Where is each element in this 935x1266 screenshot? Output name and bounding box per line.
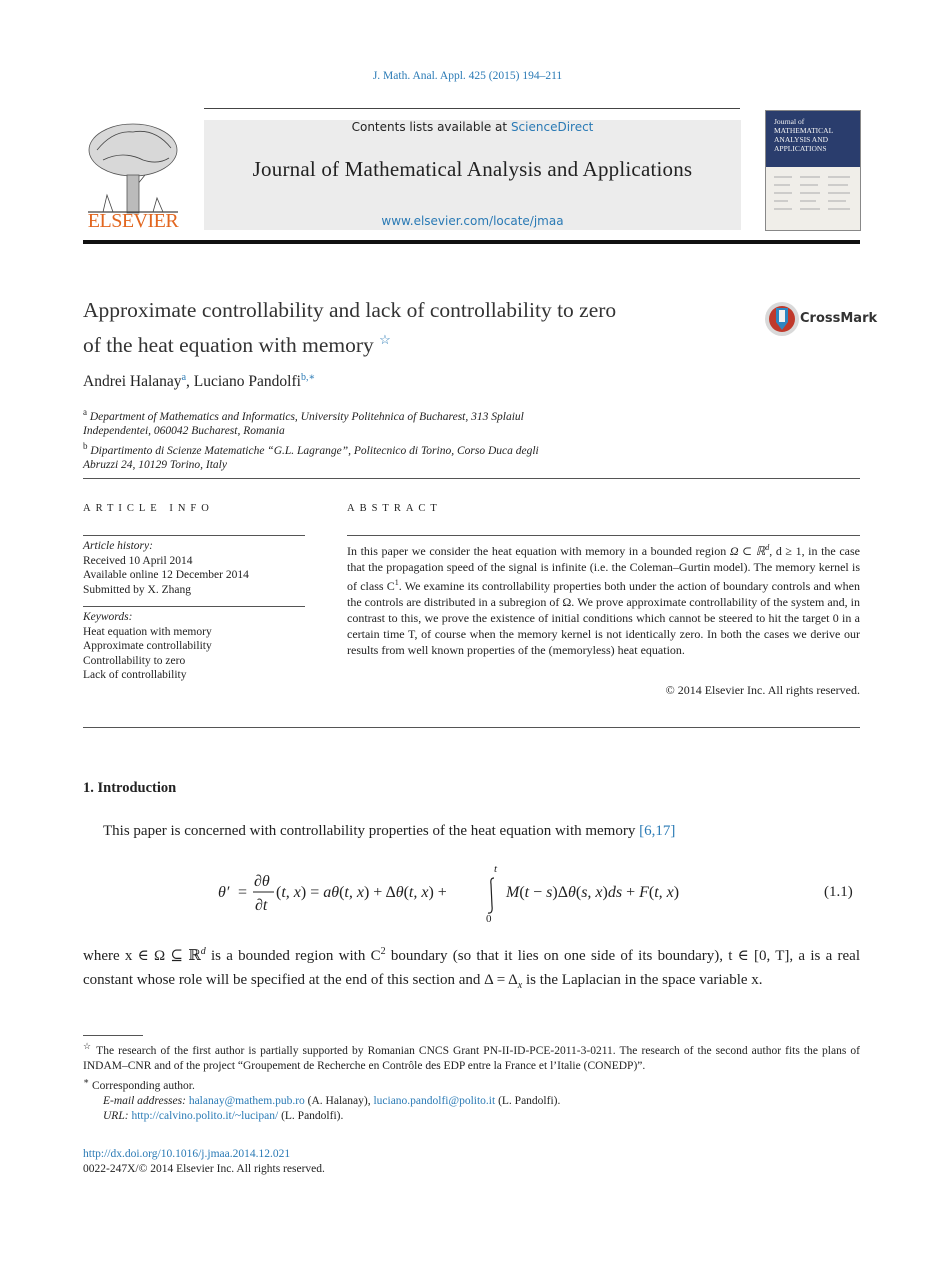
abstract-fragment: In this paper we consider the heat equation with memory in a bounded region (347, 544, 727, 558)
abstract-heading: ABSTRACT (347, 503, 442, 514)
issn-line: 0022-247X/© 2014 Elsevier Inc. All rights reserved. (83, 1163, 325, 1175)
header-top-rule (204, 108, 740, 109)
footnote-corr-mark: ∗ (83, 1075, 90, 1086)
email-owner: (L. Pandolfi). (495, 1094, 561, 1107)
abstract-fragment: Ω ⊂ ℝ (729, 544, 766, 558)
title-line-2: of the heat equation with memory (83, 333, 374, 358)
abstract-fragment: d (765, 543, 770, 552)
svg-text:(t, x) = aθ(t, x) + Δθ(t, x) +: (t, x) = aθ(t, x) + Δθ(t, x) + (276, 884, 447, 901)
footnotes (83, 1039, 860, 1124)
history-heading: Article history: (83, 540, 153, 552)
author-list: Andrei Halanay$^a$, Luciano Pandolfi$^{b,∗}$ (83, 372, 316, 391)
affiliation-mark: b (83, 440, 88, 451)
intro-text: This paper is concerned with controllability properties of the heat equation with memory (103, 823, 640, 839)
abstract-fragment: the Coleman–Gurtin model). The memory kernel is of class C (347, 560, 860, 593)
affiliation-text: Abruzzi 24, 10129 Torino, Italy (83, 459, 227, 472)
svg-text:M(t − s)Δθ(s, x)ds + F(t, x): M(t − s)Δθ(s, x)ds + F(t, x) (506, 884, 680, 901)
email-owner: (A. Halanay), (304, 1094, 374, 1107)
journal-cover-thumbnail[interactable] (765, 110, 861, 231)
author-affiliation-mark[interactable]: b,∗ (300, 372, 316, 383)
abstract-fragment: , d ≥ 1, in the case that the propagation speed of the signal is infinite (i.e. (347, 544, 860, 574)
email-label: E-mail addresses: (103, 1094, 186, 1107)
history-item: Available online 12 December 2014 (83, 569, 249, 581)
article-info-heading: ARTICLE INFO (83, 503, 214, 514)
contents-line (204, 120, 741, 134)
url-label: URL: (103, 1109, 129, 1122)
elsevier-wordmark: ELSEVIER (87, 210, 179, 232)
doi-link[interactable]: http://dx.doi.org/10.1016/j.jmaa.2014.12.021 (83, 1148, 291, 1160)
abstract-fragment: controllability properties both under the action of boundary controls and when the controls are distributed in a subregion of Ω. We prove approximate controllability of the system and, in contrast to this, we prove the existence of initial conditions which cannot be steered to hit the target 0 in a certain time T, of course when the memory kernel is not identically zero. In both the cases we derive our results from well known properties of the (memoryless) heat equation. (347, 579, 861, 657)
keywords (83, 610, 305, 683)
paper-title (83, 296, 723, 360)
divider (83, 535, 305, 536)
affiliations (83, 405, 723, 473)
equation-number: (1.1) (824, 884, 853, 900)
abstract-fragment: 1 (394, 578, 399, 587)
footnote-star-mark: ☆ (83, 1041, 93, 1051)
affiliation-mark: a (83, 407, 87, 417)
keyword: Controllability to zero (83, 654, 186, 667)
cover-title: Journal of MATHEMATICAL ANALYSIS AND APPLICATIONS (774, 117, 833, 153)
text-fragment: where x ∈ Ω ⊆ ℝ (83, 948, 201, 964)
abstract-copyright: © 2014 Elsevier Inc. All rights reserved. (665, 683, 860, 697)
svg-text:θ′: θ′ (218, 884, 230, 901)
crossmark-label[interactable]: CrossMark (800, 311, 878, 326)
journal-url-link[interactable]: www.elsevier.com/locate/jmaa (381, 214, 564, 228)
where-paragraph (83, 940, 860, 998)
text-fragment: t ∈ [0, T], a is a real constant whose role will be specified at the end of this section and Δ = Δ (83, 948, 861, 988)
text-fragment: 2 (380, 946, 386, 957)
text-fragment: d (200, 946, 206, 957)
divider (83, 727, 860, 728)
author-affiliation-mark[interactable]: a (181, 372, 187, 383)
svg-text:=: = (238, 884, 248, 901)
keyword: Approximate controllability (83, 640, 212, 652)
text-fragment: is a bounded region with C (205, 948, 381, 964)
contents-prefix: Contents lists available at (351, 120, 511, 134)
svg-text:∂t: ∂t (255, 897, 268, 914)
title-line-1: Approximate controllability and lack of controllability to zero (83, 298, 617, 322)
history-item: Submitted by X. Zhang (83, 583, 191, 596)
footnote-funding: The research of the first author is partially supported by Romanian CNCS Grant PN-II-ID-PCE-2011-3-0211. The research of the second author fits the plans of INDAM–CNR and of the project “Groupement de Recherche en Contrôle des EDP entre la France et l’Italie (CONEDP)”. (83, 1044, 860, 1072)
text-fragment: x (517, 980, 523, 991)
text-fragment: boundary (so that it lies on one side of its boundary), (385, 948, 723, 964)
sciencedirect-link[interactable]: ScienceDirect (510, 120, 594, 134)
url-owner: (L. Pandolfi). (278, 1109, 344, 1122)
footnote-rule (83, 1035, 143, 1036)
title-footnote-star[interactable]: ☆ (379, 332, 391, 347)
history-item: Received 10 April 2014 (83, 554, 193, 567)
header-bottom-rule (83, 240, 860, 244)
text-fragment: is the (522, 972, 559, 988)
equation-1-1 (0, 858, 935, 928)
intro-paragraph (103, 823, 860, 840)
abstract-fragment: . We examine its (398, 579, 479, 593)
journal-citation[interactable]: J. Math. Anal. Appl. 425 (2015) 194–211 (372, 70, 563, 82)
abstract-text (347, 540, 860, 658)
email-link[interactable]: halanay@mathem.pub.ro (188, 1094, 305, 1107)
journal-title: Journal of Mathematical Analysis and Applications (252, 157, 693, 181)
keyword: Heat equation with memory (83, 625, 212, 638)
svg-text:0: 0 (486, 913, 492, 925)
svg-text:t: t (494, 863, 498, 875)
author-name: Andrei Halanay (83, 373, 182, 391)
homepage-link[interactable]: http://calvino.polito.it/~lucipan/ (131, 1109, 279, 1122)
divider (83, 478, 860, 479)
keywords-heading: Keywords: (83, 611, 133, 623)
email-link[interactable]: luciano.pandolfi@polito.it (373, 1094, 496, 1107)
footnote-corresponding: Corresponding author. (92, 1079, 195, 1092)
divider (83, 606, 305, 607)
affiliation-text: Dipartimento di Scienze Matematiche “G.L. Lagrange”, Politecnico di Torino, Corso Duca degli (90, 444, 539, 457)
affiliation-text: Independentei, 060042 Bucharest, Romania (83, 425, 285, 438)
svg-text:∂θ: ∂θ (254, 873, 270, 890)
affiliation-text: Department of Mathematics and Informatics, University Politehnica of Bucharest, 313 Splaiul (89, 410, 524, 423)
text-fragment: Laplacian in the space variable x. (561, 972, 763, 988)
cover-contents-lines-icon (772, 173, 854, 225)
author-name: Luciano Pandolfi (193, 373, 301, 391)
reference-link[interactable]: [6,17] (639, 823, 676, 839)
divider (347, 535, 860, 536)
keyword: Lack of controllability (83, 669, 187, 681)
bottom-info (83, 1147, 325, 1177)
article-history (83, 539, 305, 597)
section-heading: 1. Introduction (83, 780, 177, 796)
